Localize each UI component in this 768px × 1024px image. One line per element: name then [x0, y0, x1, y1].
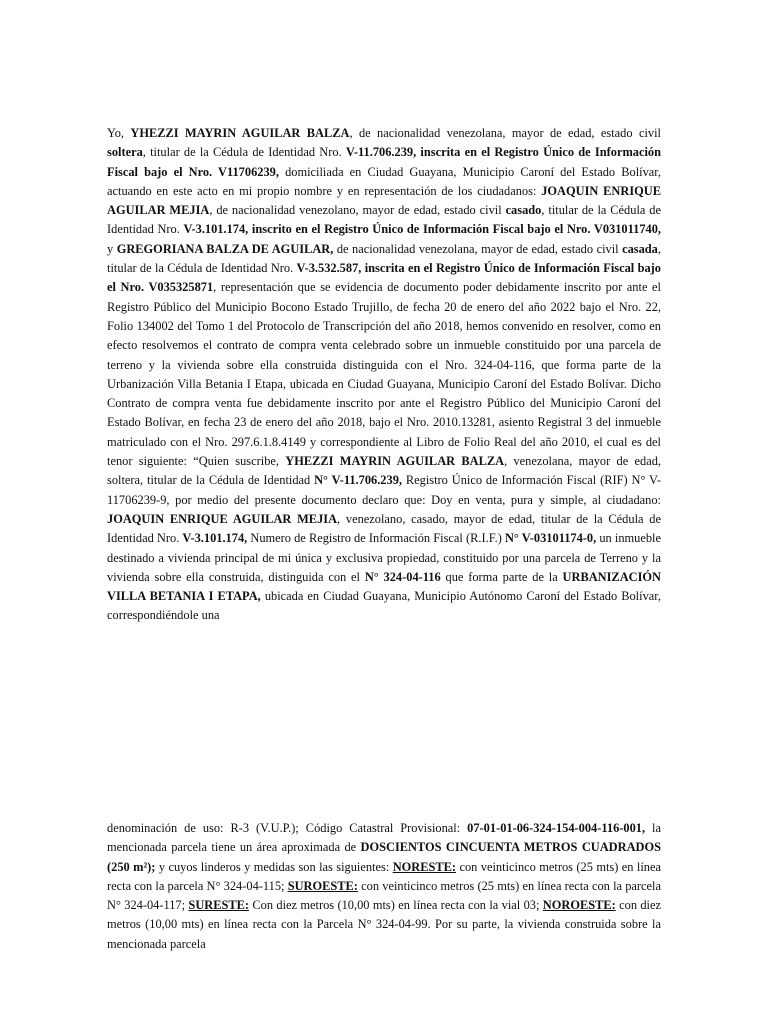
text-run: Numero de Registro de Información Fiscal (R.I.F.)	[247, 531, 505, 546]
text-run: , representación que se evidencia de documento poder debidamente inscrito por ante el Registro Público del Municipio Bocono Estado Trujillo, de fecha 20 de enero del año 2022 bajo el Nro. 22, Folio 134002 del Tomo 1 del Protocolo de Transcripción del año 2018, hemos convenido en resolver, como en efecto resolvemos el contrato de compra venta celebrado sobre un inmueble constituido por una parcela de terreno y la vivienda sobre ella construida distinguida con el Nro. 324-04-116, que forma parte de la Urbanización Villa Betania I Etapa, ubicada en Ciudad Guayana, Municipio Caroní del Estado Bolívar. Dicho Contrato de compra venta fue debidamente inscrito por ante el Registro Público del Municipio Caroní del Estado Bolívar, en fecha 23 de enero del año 2018, bajo el Nro. 2010.13281, asiento Registral 3 del inmueble matriculado con el Nro. 297.6.1.8.4149 y correspondiente al Libro de Folio Real del año 2010, el cual es del tenor siguiente: “Quien suscribe,	[107, 280, 661, 469]
bold-text: casado	[505, 203, 542, 218]
underlined-bold-text: NORESTE:	[392, 859, 457, 874]
bold-text: JOAQUIN ENRIQUE AGUILAR MEJIA	[107, 183, 661, 218]
text-run: un inmueble destinado a vivienda principal de mi única y exclusiva propiedad, constituido por una parcela de Terreno y la vivienda sobre ella construida, distinguida con el	[107, 531, 661, 584]
text-run: Registro Único de Información Fiscal (RIF) N° V-11706239-9, por medio del presente documento declaro que: Doy en venta, pura y simple, al ciudadano:	[107, 473, 661, 507]
text-run: y cuyos linderos y medidas son las siguientes:	[155, 859, 393, 874]
text-run: , titular de la Cédula de Identidad Nro.	[107, 241, 661, 276]
text-run: domiciliada en Ciudad Guayana, Municipio Caroní del Estado Bolívar, actuando en este acto en mi propio nombre y en representación de los ciudadanos:	[107, 164, 661, 198]
bold-text: N° V-03101174-0,	[504, 531, 597, 546]
bold-text: casada	[622, 241, 658, 256]
underlined-bold-text: SURESTE:	[188, 898, 250, 913]
text-run: , venezolano, casado, mayor de edad, titular de la Cédula de Identidad Nro.	[107, 511, 661, 546]
text-run: denominación de uso: R-3 (V.U.P.); Código Catastral Provisional:	[107, 821, 468, 835]
text-run: que forma parte de la	[440, 569, 563, 584]
bold-text: N° 324-04-116	[364, 569, 441, 584]
bold-text: URBANIZACIÓN VILLA BETANIA I ETAPA,	[107, 569, 661, 604]
bold-text: V-3.532.587, inscrita en el Registro Único de Información Fiscal bajo el Nro. V035325871	[107, 261, 661, 295]
text-run: ubicada en Ciudad Guayana, Municipio Autónomo Caroní del Estado Bolívar, correspondiéndole una	[107, 589, 661, 623]
text-run: , titular de la Cédula de Identidad Nro.	[107, 203, 661, 237]
bold-text: GREGORIANA BALZA DE AGUILAR,	[116, 241, 334, 256]
text-run: , venezolana, mayor de edad, soltera, titular de la Cédula de Identidad	[107, 454, 662, 488]
text-run: , titular de la Cédula de Identidad Nro.	[142, 145, 346, 160]
bold-text: JOAQUIN ENRIQUE AGUILAR MEJIA	[107, 511, 338, 526]
text-run: con veinticinco metros (25 mts) en línea recta con la parcela N° 324-04-115;	[107, 859, 661, 893]
text-run: con veinticinco metros (25 mts) en línea recta con la parcela N° 324-04-117;	[107, 878, 661, 913]
text-run: con diez metros (10,00 mts) en línea recta con la Parcela N° 324-04-99. Por su parte, la vivienda construida sobre la mencionada parcela	[107, 898, 662, 951]
bold-text: V-3.101.174, inscrito en el Registro Único de Información Fiscal bajo el Nro. V031011740,	[183, 222, 662, 237]
bold-text: 07-01-01-06-324-154-004-116-001,	[467, 821, 646, 835]
bold-text: N° V-11.706.239,	[314, 473, 402, 488]
text-run: , de nacionalidad venezolana, mayor de edad, estado civil	[349, 126, 661, 140]
bold-text: V-3.101.174,	[182, 531, 248, 546]
text-run: de nacionalidad venezolana, mayor de edad, estado civil	[333, 241, 623, 256]
underlined-bold-text: SUROESTE:	[287, 878, 358, 893]
bold-text: V-11.706.239, inscrita en el Registro Único de Información Fiscal bajo el Nro. V11706239,	[107, 145, 661, 179]
bold-text: DOSCIENTOS CINCUENTA METROS CUADRADOS (250 m²);	[107, 840, 661, 874]
paragraph-lower	[107, 819, 661, 954]
text-run: Con diez metros (10,00 mts) en línea recta con la vial 03;	[249, 898, 543, 913]
paragraph-upper	[107, 124, 661, 626]
underlined-bold-text: NOROESTE:	[542, 898, 616, 913]
text-run: la mencionada parcela tiene un área aproximada de	[107, 821, 661, 855]
bold-text: YHEZZI MAYRIN AGUILAR BALZA	[285, 454, 505, 469]
text-run: , de nacionalidad venezolano, mayor de edad, estado civil	[209, 203, 506, 218]
text-run: y	[107, 241, 117, 256]
bold-text: YHEZZI MAYRIN AGUILAR BALZA	[130, 126, 350, 140]
bold-text: soltera	[107, 145, 143, 160]
text-run: Yo,	[107, 126, 131, 140]
